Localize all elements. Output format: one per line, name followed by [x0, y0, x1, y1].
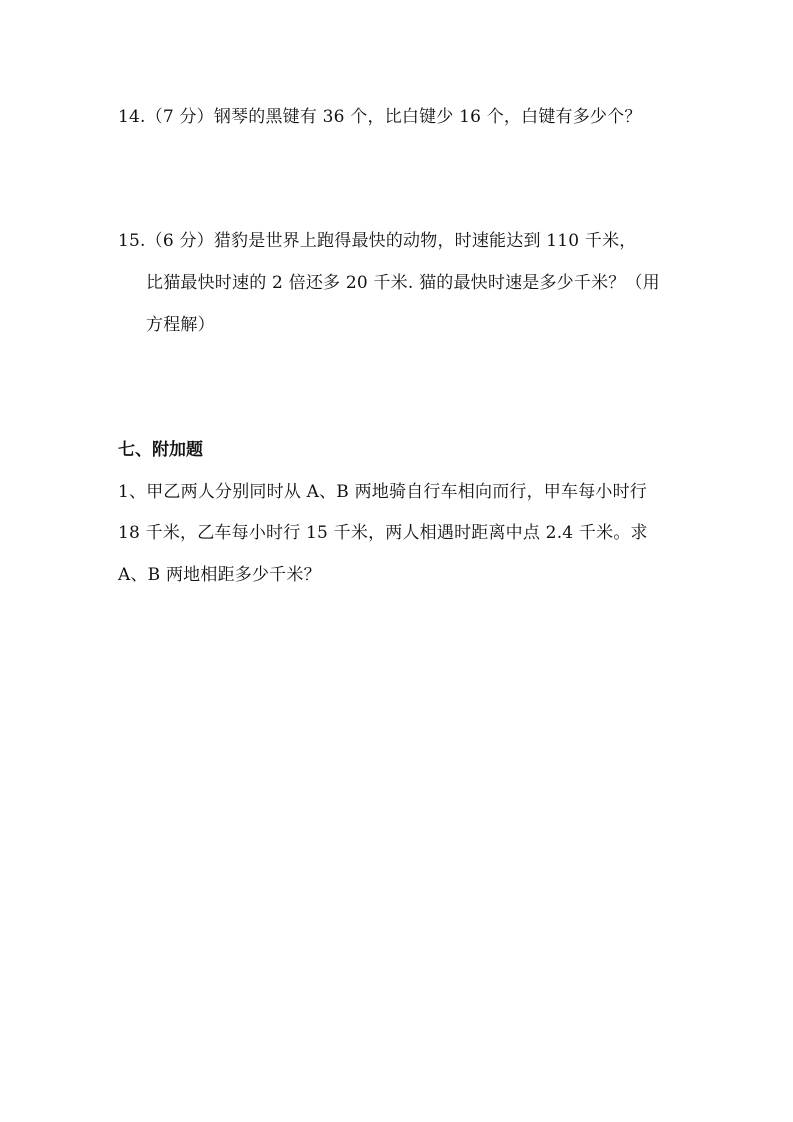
bonus-problem-1-line-3: A、B 两地相距多少千米？	[118, 565, 321, 585]
question-15-text-line-2: 比猫最快时速的 2 倍还多 20 千米. 猫的最快时速是多少千米？（用	[146, 273, 660, 293]
question-15-text-line-3: 方程解）	[146, 315, 215, 335]
bonus-problem-1-line-2: 18 千米，乙车每小时行 15 千米，两人相遇时距离中点 2.4 千米。求	[118, 523, 648, 543]
bonus-problem-1-line-1: 1、甲乙两人分别同时从 A、B 两地骑自行车相向而行，甲车每小时行	[118, 482, 647, 502]
question-14-text: 14.（7 分）钢琴的黑键有 36 个，比白键少 16 个，白键有多少个？	[118, 107, 642, 127]
section-7-heading: 七、附加题	[118, 440, 203, 460]
question-15-text-line-1: 15.（6 分）猎豹是世界上跑得最快的动物，时速能达到 110 千米，	[118, 231, 637, 251]
